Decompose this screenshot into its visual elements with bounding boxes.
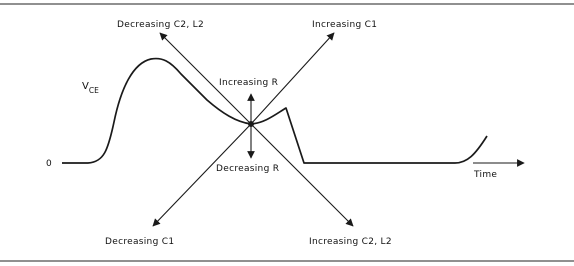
ray-increasing-c2-l2 [251, 124, 353, 226]
label-zero: 0 [46, 159, 53, 169]
label-vce-main: V [82, 81, 89, 92]
operating-point [248, 121, 254, 127]
label-vce-subscript: CE [88, 86, 99, 95]
ray-decreasing-c1 [153, 124, 251, 226]
label-decreasing-c1: Decreasing C1 [105, 237, 175, 247]
label-time: Time [474, 170, 498, 180]
label-decreasing-c2-l2: Decreasing C2, L2 [117, 20, 205, 30]
label-increasing-c2-l2: Increasing C2, L2 [309, 237, 392, 247]
label-decreasing-r: Decreasing R [216, 164, 280, 174]
label-increasing-c1: Increasing C1 [312, 20, 378, 30]
label-vce [82, 81, 99, 95]
label-increasing-r: Increasing R [219, 78, 279, 88]
